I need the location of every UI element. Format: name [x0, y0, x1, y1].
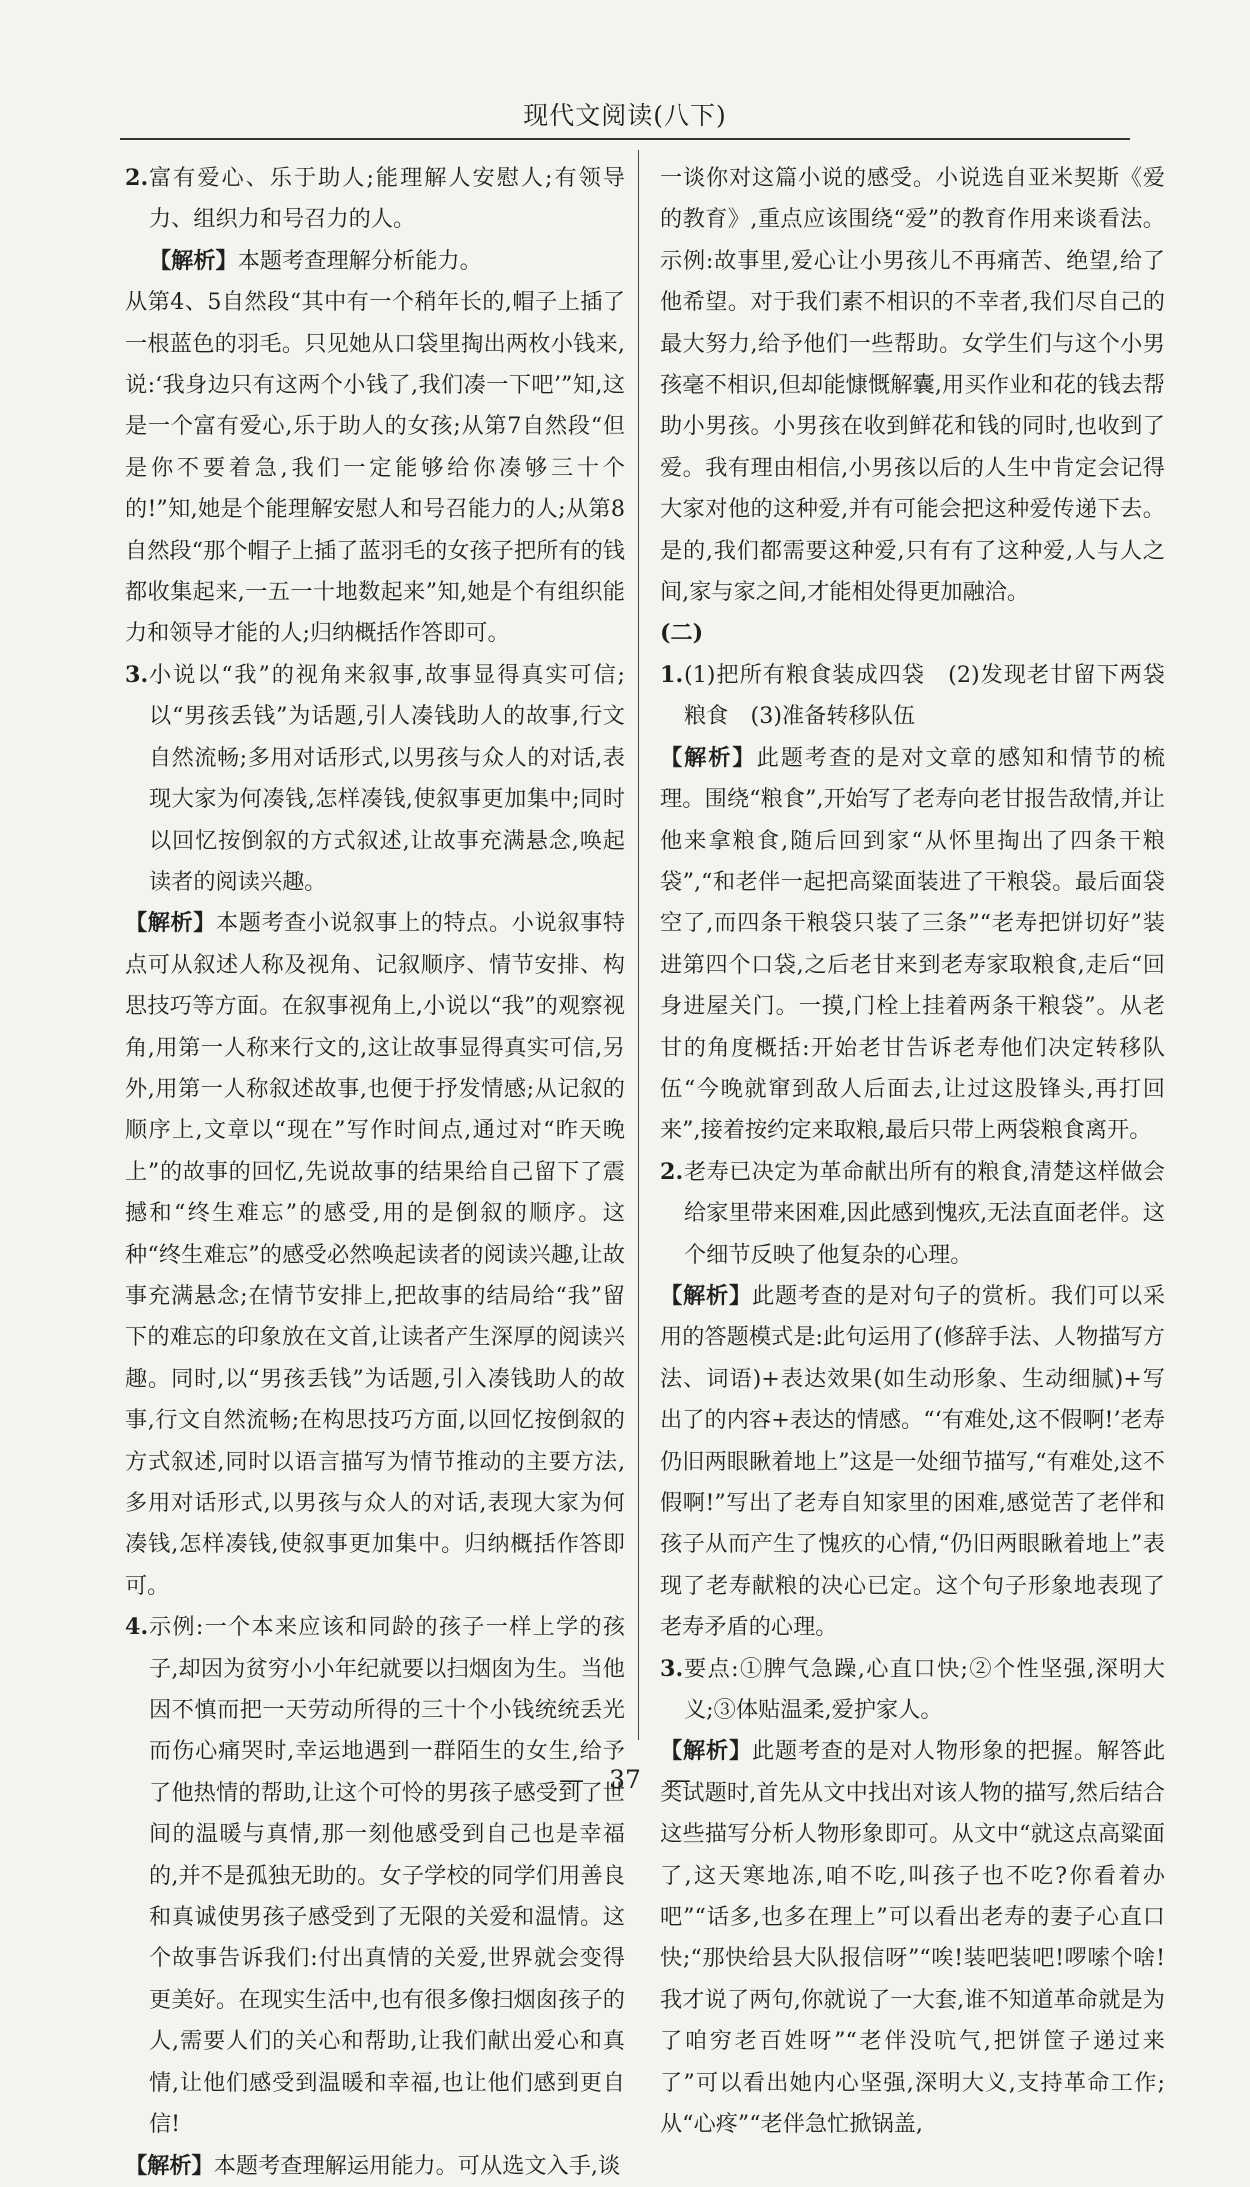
answer-item-2 — [125, 158, 625, 282]
answer-text: 富有爱心、乐于助人;能理解人安慰人;有领导力、组织力和号召力的人。 — [149, 165, 625, 233]
question-number: 3. — [125, 661, 149, 688]
section2-answer-item-2 — [660, 1152, 1165, 1276]
analysis-text: 此题考查的是对文章的感知和情节的梳理。围绕“粮食”,开始写了老寿向老甘报告敌情,并让他来拿粮食,随后回到家“从怀里掏出了四条干粮袋”,“和老伴一起把高粱面装进了干粮袋。最后面袋空了,而四条干粮袋只装了三条”“老寿把饼切好”装进第四个口袋,之后老甘来到老寿家取粮食,走后“回身进屋关门。一摸,门栓上挂着两条干粮袋”。从老甘的角度概括:开始老甘告诉老寿他们决定转移队伍“今晚就窜到敌人后面去,让过这股锋头,再打回来”,接着按约定来取粮,最后只带上两袋粮食离开。 — [660, 744, 1165, 1144]
analysis-tag: 【解析】 — [125, 910, 217, 937]
section2-answer-item-3 — [660, 1649, 1165, 1732]
section2-answer-item-1 — [660, 655, 1165, 738]
answer-item-4 — [125, 1607, 625, 2145]
question-number: 4. — [125, 1614, 149, 1641]
analysis-text: 本题考查理解运用能力。可从选文入手,谈 — [213, 2152, 621, 2179]
header-rule — [120, 138, 1130, 140]
analysis-tag: 【解析】 — [660, 1282, 752, 1309]
analysis-text: 从第4、5自然段“其中有一个稍年长的,帽子上插了一根蓝色的羽毛。只见她从口袋里掏出两枚小钱来,说:‘我身边只有这两个小钱了,我们凑一下吧’”知,这是一个富有爱心,乐于助人的女孩;从第7自然段“但是你不要着急,我们一定能够给你凑够三十个的!”知,她是个能理解安慰人和号召能力的人;从第8自然段“那个帽子上插了蓝羽毛的女孩子把所有的钱都收集起来,一五一十地数起来”知,她是个有组织能力和领导才能的人;归纳概括作答即可。 — [125, 289, 625, 647]
question-number: 3. — [660, 1655, 684, 1682]
question-number: 2. — [660, 1158, 684, 1185]
analysis-paragraph — [660, 738, 1165, 1152]
column-divider — [638, 150, 639, 1740]
right-column — [660, 158, 1165, 2146]
analysis-text: 此题考查的是对人物形象的把握。解答此类试题时,首先从文中找出对该人物的描写,然后结合这些描写分析人物形象即可。从文中“就这点高粱面了,这天寒地冻,咱不吃,叫孩子也不吃?你看着办吧”“话多,也多在理上”可以看出老寿的妻子心直口快;“那快给县大队报信呀”“唉!装吧装吧!啰嗦个啥!我才说了两句,你就说了一大套,谁不知道革命就是为了咱穷老百姓呀”“老伴没吭气,把饼筐子递过来了”可以看出她内心坚强,深明大义,支持革命工作;从“心疼”“老伴急忙掀锅盖, — [660, 1738, 1166, 2138]
page-number: — 37 — — [559, 1765, 691, 1794]
section-heading: (二) — [660, 620, 704, 647]
question-number: 1. — [660, 661, 684, 688]
analysis-tag: 【解析】 — [660, 744, 757, 771]
analysis-paragraph — [125, 903, 625, 1607]
analysis-tag: 【解析】 — [660, 1738, 752, 1765]
analysis-intro: 本题考查理解分析能力。 — [237, 247, 482, 274]
analysis-text: 本题考查小说叙事上的特点。小说叙事特点可从叙述人称及视角、记叙顺序、情节安排、构思技巧等方面。在叙事视角上,小说以“我”的观察视角,用第一人称来行文的,这让故事显得真实可信,另外,用第一人称叙述故事,也便于抒发情感;从记叙的顺序上,文章以“现在”写作时间点,通过对“昨天晚上”的故事的回忆,先说故事的结果给自己留下了震撼和“终生难忘”的感受,用的是倒叙的顺序。这种“终生难忘”的感受必然唤起读者的阅读兴趣,让故事充满悬念;在情节安排上,把故事的结局给“我”留下的难忘的印象放在文首,让读者产生深厚的阅读兴趣。同时,以“男孩丢钱”为话题,引入凑钱助人的故事,行文自然流畅;在构思技巧方面,以回忆按倒叙的方式叙述,同时以语言描写为情节推动的主要方法,多用对话形式,以男孩与众人的对话,表现大家为何凑钱,怎样凑钱,使叙事更加集中。归纳概括作答即可。 — [125, 910, 626, 1599]
answer-text: 小说以“我”的视角来叙事,故事显得真实可信;以“男孩丢钱”为话题,引人凑钱助人的故事,行文自然流畅;多用对话形式,以男孩与众人的对话,表现大家为何凑钱,怎样凑钱,使叙事更加集中;同时以回忆按倒叙的方式叙述,让故事充满悬念,唤起读者的阅读兴趣。 — [149, 661, 625, 895]
analysis-tag: 【解析】 — [125, 2152, 214, 2179]
left-column — [125, 158, 625, 2187]
page-header-title: 现代文阅读(八下) — [523, 101, 727, 130]
analysis-tag: 【解析】 — [149, 247, 238, 274]
answer-item-3 — [125, 655, 625, 903]
answer-text: (1)把所有粮食装成四袋 (2)发现老甘留下两袋粮食 (3)准备转移队伍 — [684, 661, 1165, 730]
analysis-text: 此题考查的是对句子的赏析。我们可以采用的答题模式是:此句运用了(修辞手法、人物描写方法、词语)+表达效果(如生动形象、生动细腻)+写出了的内容+表达的情感。“‘有难处,这不假啊!’老寿仍旧两眼瞅着地上”这是一处细节描写,“有难处,这不假啊!”写出了老寿自知家里的困难,感觉苦了老伴和孩子从而产生了愧疚的心情,“仍旧两眼瞅着地上”表现了老寿献粮的决心已定。这个句子形象地表现了老寿矛盾的心理。 — [660, 1282, 1166, 1641]
analysis-paragraph — [125, 2146, 625, 2187]
answer-text: 要点:①脾气急躁,心直口快;②个性坚强,深明大义;③体贴温柔,爱护家人。 — [684, 1655, 1165, 1724]
analysis-continuation: 一谈你对这篇小说的感受。小说选自亚米契斯《爱的教育》,重点应该围绕“爱”的教育作用来谈看法。示例:故事里,爱心让小男孩儿不再痛苦、绝望,给了他希望。对于我们素不相识的不幸者,我们尽自己的最大努力,给予他们一些帮助。女学生们与这个小男孩毫不相识,但却能慷慨解囊,用买作业和花的钱去帮助小男孩。小男孩在收到鲜花和钱的同时,也收到了爱。我有理由相信,小男孩以后的人生中肯定会记得大家对他的这种爱,并有可能会把这种爱传递下去。是的,我们都需要这种爱,只有有了这种爱,人与人之间,家与家之间,才能相处得更加融洽。 — [660, 165, 1165, 606]
analysis-paragraph — [660, 1276, 1165, 1649]
analysis-label-line — [149, 241, 625, 282]
answer-text: 示例:一个本来应该和同龄的孩子一样上学的孩子,却因为贫穷小小年纪就要以扫烟囱为生。当他因不慎而把一天劳动所得的三十个小钱统统丢光而伤心痛哭时,幸运地遇到一群陌生的女生,给予了他热情的帮助,让这个可怜的男孩子感受到了世间的温暖与真情,那一刻他感受到自己也是幸福的,并不是孤独无助的。女子学校的同学们用善良和真诚使男孩子感受到了无限的关爱和温情。这个故事告诉我们:付出真情的关爱,世界就会变得更美好。在现实生活中,也有很多像扫烟囱孩子的人,需要人们的关心和帮助,让我们献出爱心和真情,让他们感受到温暖和幸福,也让他们感到更自信! — [149, 1614, 625, 2138]
answer-text: 老寿已决定为革命献出所有的粮食,清楚这样做会给家里带来困难,因此感到愧疚,无法直面老伴。这个细节反映了他复杂的心理。 — [684, 1158, 1165, 1268]
question-number: 2. — [125, 165, 149, 191]
